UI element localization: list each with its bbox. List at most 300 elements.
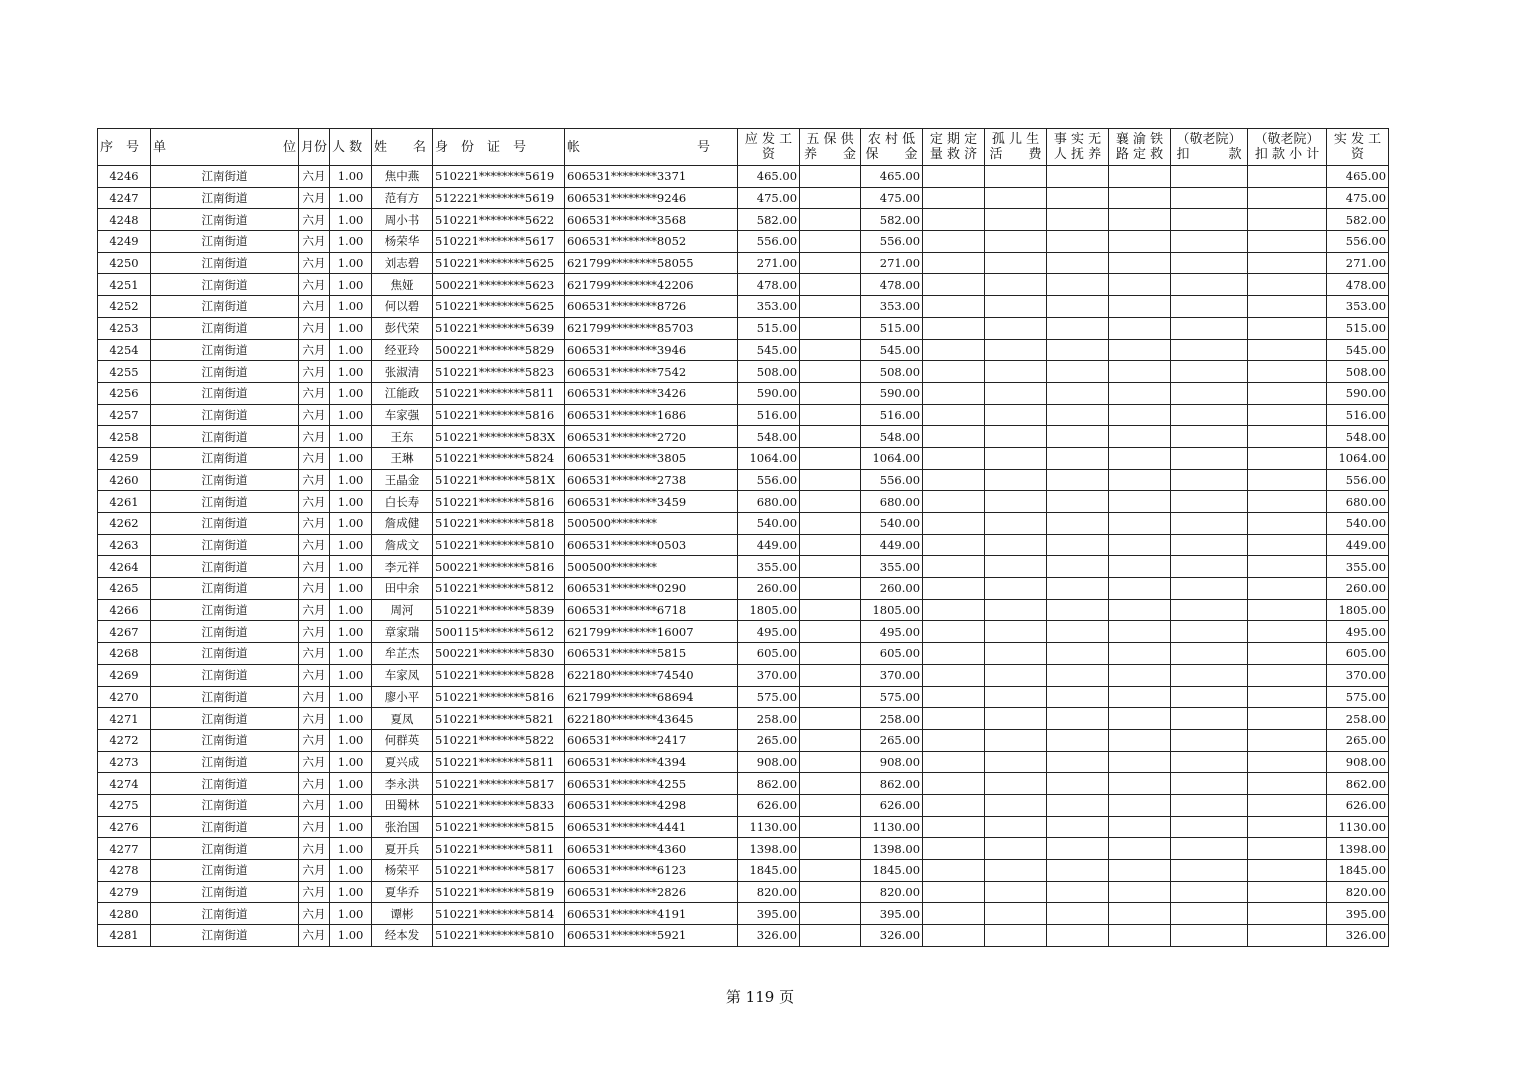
cell-jing2 <box>1248 361 1327 383</box>
cell-dibao: 680.00 <box>861 491 923 513</box>
cell-seq: 4259 <box>98 447 151 469</box>
cell-unit: 江南街道 <box>151 274 299 296</box>
cell-shishi <box>1047 231 1109 253</box>
cell-gross: 260.00 <box>738 578 800 600</box>
cell-dingqi <box>923 686 985 708</box>
cell-account: 606531********5921 <box>565 925 738 947</box>
cell-jing2 <box>1248 513 1327 535</box>
cell-jing2 <box>1248 729 1327 751</box>
cell-count: 1.00 <box>330 274 372 296</box>
cell-jing1 <box>1171 816 1248 838</box>
cell-guer <box>985 599 1047 621</box>
cell-month: 六月 <box>299 361 330 383</box>
cell-dibao: 260.00 <box>861 578 923 600</box>
cell-id: 510221********5811 <box>433 838 565 860</box>
cell-xiangyu <box>1109 317 1171 339</box>
cell-gross: 605.00 <box>738 643 800 665</box>
cell-seq: 4262 <box>98 513 151 535</box>
cell-dingqi <box>923 881 985 903</box>
cell-wubao <box>800 491 861 513</box>
header-shishi <box>1047 129 1109 166</box>
cell-id: 510221********5823 <box>433 361 565 383</box>
cell-name: 田中余 <box>372 578 433 600</box>
cell-gross: 370.00 <box>738 664 800 686</box>
cell-month: 六月 <box>299 447 330 469</box>
cell-shishi <box>1047 513 1109 535</box>
cell-dibao: 582.00 <box>861 209 923 231</box>
header-seq-line1: 序 号 <box>100 139 140 155</box>
cell-name: 杨荣华 <box>372 231 433 253</box>
cell-name: 何以碧 <box>372 296 433 318</box>
cell-account: 606531********4394 <box>565 751 738 773</box>
cell-jing2 <box>1248 534 1327 556</box>
cell-jing1 <box>1171 664 1248 686</box>
cell-id: 510221********583X <box>433 426 565 448</box>
cell-count: 1.00 <box>330 187 372 209</box>
cell-guer <box>985 447 1047 469</box>
cell-jing1 <box>1171 925 1248 947</box>
cell-unit: 江南街道 <box>151 621 299 643</box>
cell-shishi <box>1047 686 1109 708</box>
cell-dingqi <box>923 426 985 448</box>
cell-jing2 <box>1248 599 1327 621</box>
cell-net: 516.00 <box>1327 404 1389 426</box>
cell-dingqi <box>923 643 985 665</box>
cell-seq: 4248 <box>98 209 151 231</box>
cell-shishi <box>1047 816 1109 838</box>
cell-month: 六月 <box>299 317 330 339</box>
cell-wubao <box>800 664 861 686</box>
cell-jing2 <box>1248 209 1327 231</box>
cell-dingqi <box>923 252 985 274</box>
table-row <box>98 751 1389 773</box>
cell-wubao <box>800 773 861 795</box>
cell-name: 张淑清 <box>372 361 433 383</box>
cell-gross: 495.00 <box>738 621 800 643</box>
cell-dingqi <box>923 447 985 469</box>
header-dingqi-line1: 定 期 定 <box>929 132 978 147</box>
cell-dibao: 370.00 <box>861 664 923 686</box>
cell-shishi <box>1047 773 1109 795</box>
cell-dibao: 540.00 <box>861 513 923 535</box>
header-gross-line2: 资 <box>762 147 776 162</box>
cell-xiangyu <box>1109 513 1171 535</box>
cell-unit: 江南街道 <box>151 317 299 339</box>
cell-net: 605.00 <box>1327 643 1389 665</box>
cell-xiangyu <box>1109 209 1171 231</box>
cell-name: 王东 <box>372 426 433 448</box>
cell-id: 500221********5623 <box>433 274 565 296</box>
cell-jing2 <box>1248 231 1327 253</box>
page-number: 第 119 页 <box>725 988 795 1006</box>
cell-account: 500500******** <box>565 556 738 578</box>
cell-shishi <box>1047 664 1109 686</box>
cell-dingqi <box>923 860 985 882</box>
header-account <box>565 129 738 166</box>
cell-dingqi <box>923 751 985 773</box>
cell-month: 六月 <box>299 296 330 318</box>
cell-count: 1.00 <box>330 643 372 665</box>
cell-unit: 江南街道 <box>151 556 299 578</box>
cell-jing2 <box>1248 252 1327 274</box>
cell-jing2 <box>1248 816 1327 838</box>
cell-gross: 265.00 <box>738 729 800 751</box>
cell-account: 606531********3805 <box>565 447 738 469</box>
cell-shishi <box>1047 166 1109 188</box>
table-row <box>98 447 1389 469</box>
header-jing1-line2: 扣 款 <box>1176 147 1242 162</box>
table-row <box>98 469 1389 491</box>
cell-count: 1.00 <box>330 599 372 621</box>
table-row <box>98 621 1389 643</box>
cell-jing2 <box>1248 708 1327 730</box>
table-row <box>98 881 1389 903</box>
table-row <box>98 296 1389 318</box>
cell-id: 512221********5619 <box>433 187 565 209</box>
header-id-line1: 身 份 证 号 <box>435 139 527 155</box>
cell-id: 500115********5612 <box>433 621 565 643</box>
cell-net: 540.00 <box>1327 513 1389 535</box>
cell-id: 510221********5821 <box>433 708 565 730</box>
cell-account: 606531********4298 <box>565 794 738 816</box>
cell-xiangyu <box>1109 664 1171 686</box>
cell-month: 六月 <box>299 166 330 188</box>
header-jing2-line2: 扣 款 小 计 <box>1254 147 1320 162</box>
table-row <box>98 513 1389 535</box>
header-name-line1: 姓 名 <box>374 139 427 155</box>
cell-jing1 <box>1171 274 1248 296</box>
header-wubao <box>800 129 861 166</box>
cell-seq: 4260 <box>98 469 151 491</box>
cell-jing2 <box>1248 166 1327 188</box>
cell-gross: 908.00 <box>738 751 800 773</box>
cell-gross: 590.00 <box>738 382 800 404</box>
cell-wubao <box>800 469 861 491</box>
cell-gross: 475.00 <box>738 187 800 209</box>
cell-id: 510221********5816 <box>433 404 565 426</box>
cell-guer <box>985 469 1047 491</box>
cell-jing1 <box>1171 231 1248 253</box>
cell-name: 夏凤 <box>372 708 433 730</box>
cell-shishi <box>1047 274 1109 296</box>
cell-jing1 <box>1171 361 1248 383</box>
table-row <box>98 252 1389 274</box>
cell-dibao: 862.00 <box>861 773 923 795</box>
header-wubao-line1: 五 保 供 <box>806 132 854 147</box>
cell-dingqi <box>923 816 985 838</box>
header-guer-line1: 孤 儿 生 <box>991 132 1040 147</box>
table-row <box>98 578 1389 600</box>
cell-jing2 <box>1248 296 1327 318</box>
cell-wubao <box>800 339 861 361</box>
cell-wubao <box>800 166 861 188</box>
cell-jing2 <box>1248 491 1327 513</box>
cell-jing2 <box>1248 773 1327 795</box>
table-row <box>98 556 1389 578</box>
cell-net: 1845.00 <box>1327 860 1389 882</box>
cell-account: 606531********1686 <box>565 404 738 426</box>
cell-dibao: 395.00 <box>861 903 923 925</box>
cell-id: 510221********5810 <box>433 534 565 556</box>
cell-net: 556.00 <box>1327 469 1389 491</box>
cell-xiangyu <box>1109 773 1171 795</box>
table-row <box>98 773 1389 795</box>
header-unit-line1: 单 位 <box>153 139 297 155</box>
cell-seq: 4256 <box>98 382 151 404</box>
header-name <box>372 129 433 166</box>
cell-gross: 508.00 <box>738 361 800 383</box>
cell-guer <box>985 773 1047 795</box>
cell-jing2 <box>1248 881 1327 903</box>
cell-guer <box>985 252 1047 274</box>
cell-month: 六月 <box>299 382 330 404</box>
cell-shishi <box>1047 621 1109 643</box>
table-row <box>98 404 1389 426</box>
table-row <box>98 382 1389 404</box>
cell-jing1 <box>1171 578 1248 600</box>
cell-guer <box>985 729 1047 751</box>
cell-jing1 <box>1171 296 1248 318</box>
header-xiangyu-line2: 路 定 救 <box>1115 147 1164 162</box>
cell-id: 510221********5817 <box>433 773 565 795</box>
header-net-line1: 实 发 工 <box>1333 132 1382 147</box>
table-row <box>98 599 1389 621</box>
cell-id: 510221********5822 <box>433 729 565 751</box>
cell-name: 夏兴成 <box>372 751 433 773</box>
cell-dibao: 556.00 <box>861 469 923 491</box>
cell-xiangyu <box>1109 252 1171 274</box>
cell-jing2 <box>1248 794 1327 816</box>
cell-unit: 江南街道 <box>151 513 299 535</box>
cell-id: 500221********5816 <box>433 556 565 578</box>
cell-jing1 <box>1171 794 1248 816</box>
cell-dingqi <box>923 925 985 947</box>
cell-seq: 4271 <box>98 708 151 730</box>
cell-dibao: 626.00 <box>861 794 923 816</box>
cell-id: 510221********5818 <box>433 513 565 535</box>
cell-xiangyu <box>1109 838 1171 860</box>
cell-jing2 <box>1248 447 1327 469</box>
cell-jing1 <box>1171 209 1248 231</box>
cell-guer <box>985 664 1047 686</box>
cell-seq: 4269 <box>98 664 151 686</box>
cell-count: 1.00 <box>330 925 372 947</box>
cell-unit: 江南街道 <box>151 361 299 383</box>
header-shishi-line1: 事 实 无 <box>1053 132 1102 147</box>
cell-month: 六月 <box>299 838 330 860</box>
cell-unit: 江南街道 <box>151 578 299 600</box>
cell-guer <box>985 816 1047 838</box>
cell-dingqi <box>923 794 985 816</box>
cell-shishi <box>1047 925 1109 947</box>
table-row <box>98 838 1389 860</box>
cell-net: 326.00 <box>1327 925 1389 947</box>
cell-shishi <box>1047 252 1109 274</box>
cell-guer <box>985 903 1047 925</box>
cell-net: 271.00 <box>1327 252 1389 274</box>
cell-name: 刘志碧 <box>372 252 433 274</box>
cell-seq: 4261 <box>98 491 151 513</box>
cell-count: 1.00 <box>330 231 372 253</box>
cell-shishi <box>1047 708 1109 730</box>
header-id <box>433 129 565 166</box>
cell-wubao <box>800 838 861 860</box>
cell-month: 六月 <box>299 534 330 556</box>
cell-jing1 <box>1171 751 1248 773</box>
cell-account: 606531********5815 <box>565 643 738 665</box>
cell-seq: 4270 <box>98 686 151 708</box>
cell-gross: 1845.00 <box>738 860 800 882</box>
cell-wubao <box>800 209 861 231</box>
cell-xiangyu <box>1109 361 1171 383</box>
cell-shishi <box>1047 426 1109 448</box>
cell-seq: 4264 <box>98 556 151 578</box>
cell-count: 1.00 <box>330 426 372 448</box>
cell-dibao: 1130.00 <box>861 816 923 838</box>
cell-dingqi <box>923 404 985 426</box>
cell-jing1 <box>1171 252 1248 274</box>
cell-month: 六月 <box>299 578 330 600</box>
cell-seq: 4276 <box>98 816 151 838</box>
cell-net: 590.00 <box>1327 382 1389 404</box>
cell-wubao <box>800 274 861 296</box>
cell-xiangyu <box>1109 751 1171 773</box>
header-xiangyu <box>1109 129 1171 166</box>
cell-xiangyu <box>1109 426 1171 448</box>
cell-dibao: 271.00 <box>861 252 923 274</box>
cell-guer <box>985 860 1047 882</box>
cell-account: 606531********4360 <box>565 838 738 860</box>
cell-name: 焦娅 <box>372 274 433 296</box>
cell-net: 1805.00 <box>1327 599 1389 621</box>
cell-net: 449.00 <box>1327 534 1389 556</box>
cell-name: 杨荣平 <box>372 860 433 882</box>
cell-count: 1.00 <box>330 296 372 318</box>
cell-gross: 478.00 <box>738 274 800 296</box>
cell-net: 820.00 <box>1327 881 1389 903</box>
cell-unit: 江南街道 <box>151 794 299 816</box>
cell-seq: 4277 <box>98 838 151 860</box>
cell-guer <box>985 578 1047 600</box>
cell-xiangyu <box>1109 339 1171 361</box>
cell-guer <box>985 209 1047 231</box>
cell-shishi <box>1047 317 1109 339</box>
cell-shishi <box>1047 534 1109 556</box>
cell-seq: 4246 <box>98 166 151 188</box>
cell-guer <box>985 643 1047 665</box>
cell-name: 经本发 <box>372 925 433 947</box>
cell-jing1 <box>1171 513 1248 535</box>
cell-account: 606531********7542 <box>565 361 738 383</box>
cell-shishi <box>1047 491 1109 513</box>
table-row <box>98 903 1389 925</box>
cell-jing2 <box>1248 404 1327 426</box>
cell-xiangyu <box>1109 599 1171 621</box>
cell-guer <box>985 881 1047 903</box>
cell-net: 265.00 <box>1327 729 1389 751</box>
cell-wubao <box>800 643 861 665</box>
cell-dingqi <box>923 231 985 253</box>
cell-jing2 <box>1248 860 1327 882</box>
cell-id: 510221********5622 <box>433 209 565 231</box>
cell-seq: 4257 <box>98 404 151 426</box>
cell-name: 范有方 <box>372 187 433 209</box>
table-row <box>98 361 1389 383</box>
header-dingqi <box>923 129 985 166</box>
cell-seq: 4255 <box>98 361 151 383</box>
cell-unit: 江南街道 <box>151 751 299 773</box>
cell-unit: 江南街道 <box>151 534 299 556</box>
cell-account: 621799********58055 <box>565 252 738 274</box>
cell-name: 牟芷杰 <box>372 643 433 665</box>
cell-count: 1.00 <box>330 491 372 513</box>
cell-shishi <box>1047 382 1109 404</box>
table-row <box>98 534 1389 556</box>
cell-wubao <box>800 751 861 773</box>
cell-dibao: 605.00 <box>861 643 923 665</box>
cell-jing2 <box>1248 578 1327 600</box>
cell-jing1 <box>1171 621 1248 643</box>
table-row <box>98 860 1389 882</box>
cell-guer <box>985 708 1047 730</box>
cell-id: 510221********5619 <box>433 166 565 188</box>
cell-dibao: 516.00 <box>861 404 923 426</box>
table-row <box>98 925 1389 947</box>
cell-gross: 449.00 <box>738 534 800 556</box>
cell-dingqi <box>923 621 985 643</box>
cell-net: 1130.00 <box>1327 816 1389 838</box>
cell-xiangyu <box>1109 556 1171 578</box>
cell-dibao: 475.00 <box>861 187 923 209</box>
cell-dibao: 1398.00 <box>861 838 923 860</box>
cell-guer <box>985 686 1047 708</box>
cell-shishi <box>1047 578 1109 600</box>
cell-jing2 <box>1248 903 1327 925</box>
cell-guer <box>985 231 1047 253</box>
cell-count: 1.00 <box>330 794 372 816</box>
table-row <box>98 317 1389 339</box>
cell-wubao <box>800 513 861 535</box>
cell-jing1 <box>1171 686 1248 708</box>
cell-count: 1.00 <box>330 664 372 686</box>
header-jing2 <box>1248 129 1327 166</box>
cell-gross: 680.00 <box>738 491 800 513</box>
cell-seq: 4250 <box>98 252 151 274</box>
cell-gross: 271.00 <box>738 252 800 274</box>
cell-gross: 575.00 <box>738 686 800 708</box>
cell-guer <box>985 187 1047 209</box>
cell-xiangyu <box>1109 534 1171 556</box>
cell-name: 何群英 <box>372 729 433 751</box>
cell-shishi <box>1047 296 1109 318</box>
cell-month: 六月 <box>299 274 330 296</box>
cell-account: 622180********74540 <box>565 664 738 686</box>
cell-wubao <box>800 534 861 556</box>
header-dibao-line2: 保 金 <box>865 147 918 162</box>
cell-xiangyu <box>1109 903 1171 925</box>
cell-wubao <box>800 187 861 209</box>
cell-name: 彭代荣 <box>372 317 433 339</box>
header-account-line1: 帐 号 <box>567 139 711 155</box>
cell-account: 622180********43645 <box>565 708 738 730</box>
header-month <box>299 129 330 166</box>
cell-name: 夏华乔 <box>372 881 433 903</box>
cell-xiangyu <box>1109 925 1171 947</box>
cell-gross: 545.00 <box>738 339 800 361</box>
cell-count: 1.00 <box>330 166 372 188</box>
cell-unit: 江南街道 <box>151 708 299 730</box>
cell-dingqi <box>923 339 985 361</box>
